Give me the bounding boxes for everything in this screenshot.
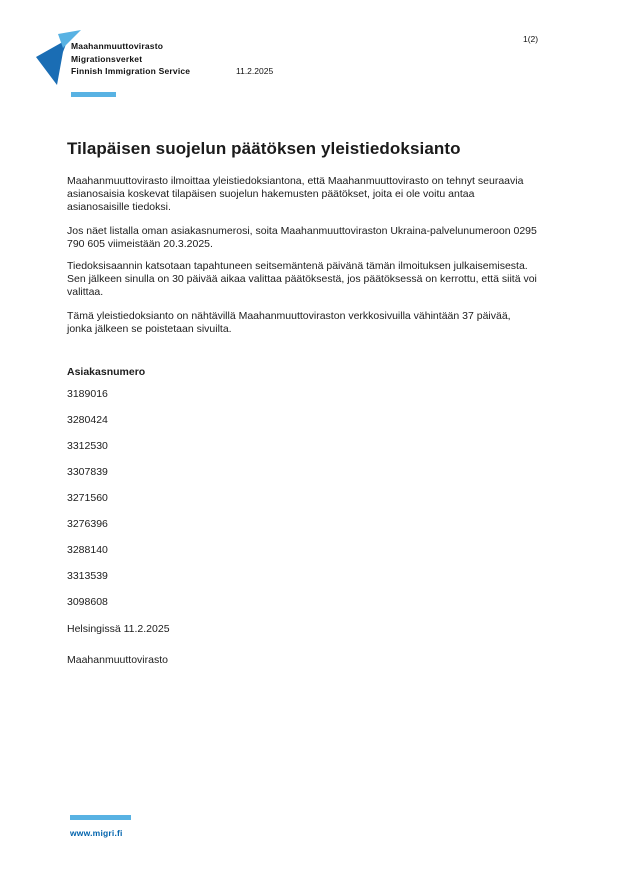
customer-number-list — [67, 388, 537, 609]
signoff-place-date: Helsingissä 11.2.2025 — [67, 623, 170, 635]
paragraph: Tämä yleistiedoksianto on nähtävillä Maahanmuuttoviraston verkkosivuilla vähintään 37 päivää, jonka jälkeen se poistetaan sivuilta. — [67, 310, 511, 335]
customer-number: 3307839 — [67, 466, 108, 478]
paragraph: Jos näet listalla oman asiakasnumerosi, soita Maahanmuuttoviraston Ukraina-palvelunumeroon 0295 790 605 viimeistään 20.3.2025. — [67, 225, 537, 250]
website-link[interactable]: www.migri.fi — [70, 828, 123, 838]
customer-number: 3312530 — [67, 440, 108, 452]
header-accent-bar — [71, 92, 116, 97]
customer-number: 3098608 — [67, 596, 108, 608]
footer-accent-bar — [70, 815, 131, 820]
page-number: 1(2) — [523, 34, 539, 44]
paragraph: Maahanmuuttovirasto ilmoittaa yleistiedoksiantona, että Maahanmuuttovirasto on tehnyt seuraavia asianosaisia koskevat tilapäisen suojelun hakemusten päätökset, joita ei ole voitu antaa asianosaisille tiedoksi. — [67, 175, 524, 213]
paragraph: Tiedoksisaannin katsotaan tapahtuneen seitsemäntenä päivänä tämän ilmoituksen julkaisemisesta. Sen jälkeen sinulla on 30 päivää aikaa valittaa päätöksestä, jos päätöksessä on kerrottu, että siitä voi valittaa. — [67, 260, 537, 298]
logo-wordmark-line: Maahanmuuttovirasto — [71, 41, 164, 51]
logo-wordmark-line: Migrationsverket — [71, 53, 143, 64]
customer-number: 3276396 — [67, 518, 108, 530]
customer-number: 3288140 — [67, 544, 108, 556]
logo-wordmark — [71, 40, 190, 78]
document-body — [67, 139, 537, 667]
signoff-organization: Maahanmuuttovirasto — [67, 654, 168, 666]
page-title: Tilapäisen suojelun päätöksen yleistiedoksianto — [67, 139, 461, 158]
customer-number-heading: Asiakasnumero — [67, 366, 146, 378]
customer-number: 3313539 — [67, 570, 108, 582]
customer-number: 3280424 — [67, 414, 108, 426]
customer-number: 3189016 — [67, 388, 108, 400]
logo-wordmark-line: Finnish Immigration Service — [71, 66, 191, 77]
document-date: 11.2.2025 — [236, 66, 274, 76]
customer-number: 3271560 — [67, 492, 108, 504]
paragraphs-block — [67, 175, 537, 336]
